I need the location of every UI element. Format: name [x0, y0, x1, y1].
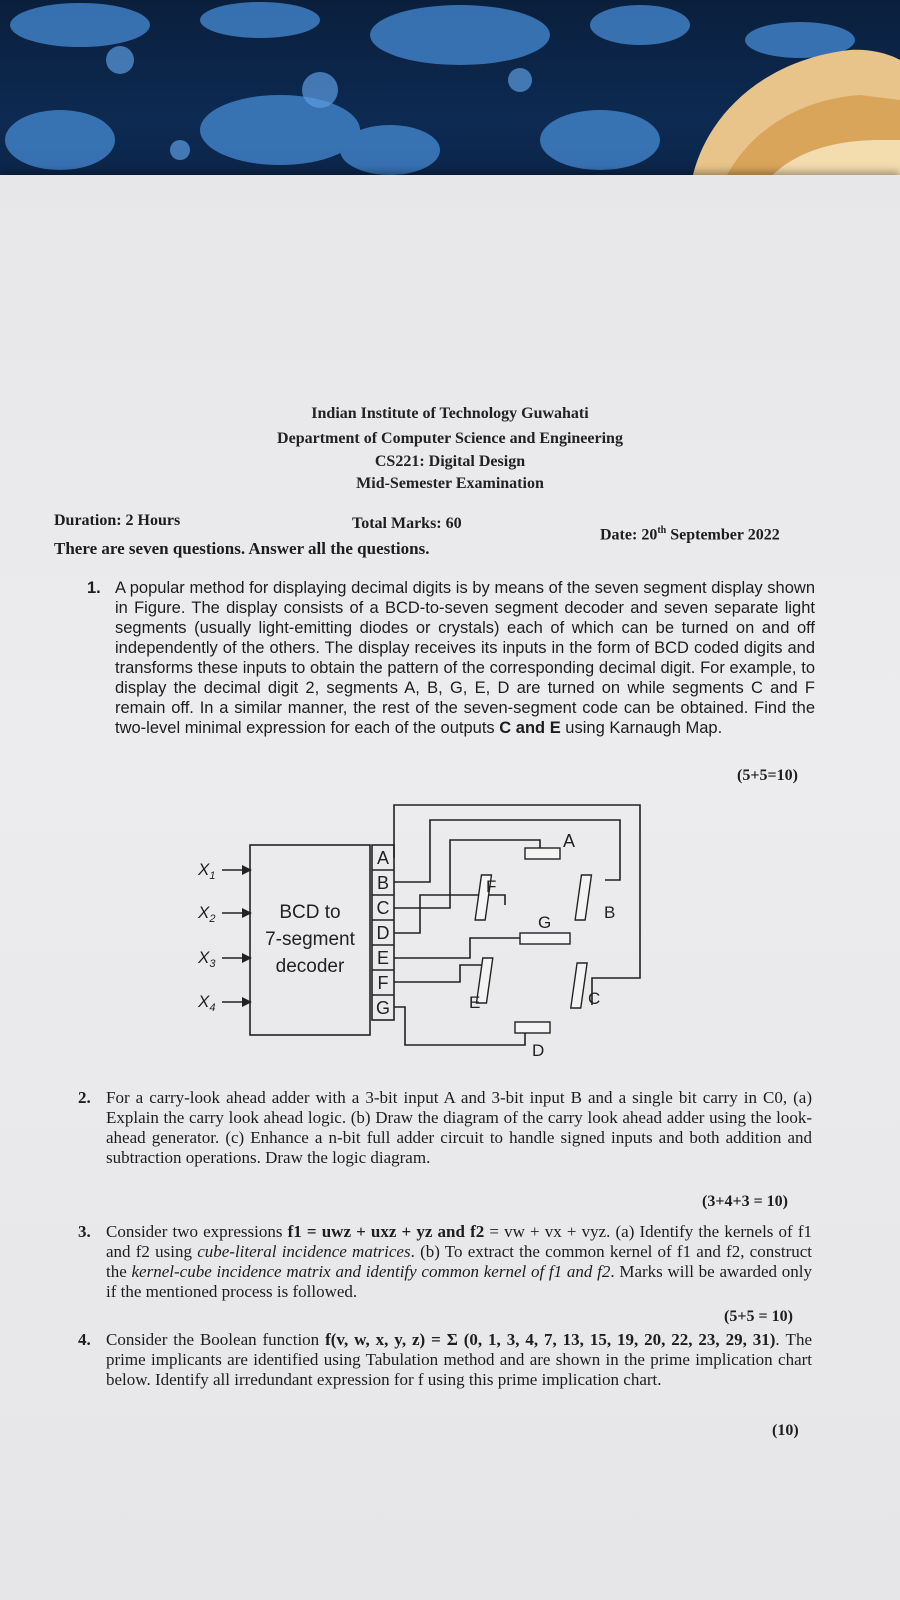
output-label-f: F: [377, 973, 389, 993]
segment-label-g: G: [538, 913, 552, 932]
question-1-text: A popular method for displaying decimal digits is by means of the seven segment display shown in Figure. The display consists of a BCD-to-seven segment decoder and seven separate light segments (usually light-emitting diodes or crystals) each of which can be turned on and off independently of the others. The display receives its inputs in the form of BCD coded digits and transforms these inputs to obtain the pattern of the corresponding decimal digit. For example, to display the decimal digit 2, segments A, B, G, E, D are turned on while segments C and F remain off. In a similar manner, the rest of the seven-segment code can be obtained. Find the two-level minimal expression for each of the outputs C and E using Karnaugh Map.: [115, 579, 815, 737]
question-1-number: 1.: [87, 579, 101, 597]
decoder-label-3: decoder: [275, 956, 345, 977]
background-fabric: [0, 0, 900, 200]
question-3: [78, 1222, 812, 1302]
segment-d: [515, 1022, 550, 1033]
fabric-pattern: [0, 0, 900, 200]
segment-label-d: D: [532, 1041, 545, 1060]
decoder-label-1: BCD to: [279, 902, 341, 923]
total-marks: Total Marks: 60: [352, 515, 462, 532]
exam-date: Date: 20th September 2022: [600, 525, 780, 544]
output-label-e: E: [376, 948, 390, 968]
input-label-x3: $X_3$: [198, 948, 216, 970]
segment-b: [575, 875, 591, 920]
question-4-text: Consider the Boolean function f(v, w, x, y, z) = Σ (0, 1, 3, 4, 7, 13, 15, 19, 20, 22, 23, 29, 31). The prime implicants are identified using Tabulation method and are shown in the prime implication chart below. Identify all irredundant expression for f using this prime implication chart.: [106, 1330, 812, 1389]
output-label-c: C: [376, 898, 390, 918]
duration: Duration: 2 Hours: [54, 512, 181, 529]
course-title: CS221: Digital Design: [374, 453, 526, 470]
question-3-number: 3.: [78, 1222, 91, 1241]
decoder-label-2: 7-segment: [265, 929, 355, 950]
input-label-x1: $X_1$: [198, 860, 216, 882]
question-1: [87, 578, 815, 738]
question-2-marks: (3+4+3 = 10): [702, 1193, 789, 1210]
output-label-d: D: [376, 923, 390, 943]
output-label-g: G: [375, 998, 391, 1018]
segment-label-a: A: [563, 831, 576, 851]
segment-label-c: C: [588, 989, 601, 1008]
segment-c: [571, 963, 587, 1008]
question-2-text: For a carry-look ahead adder with a 3-bit input A and 3-bit input B and a single bit carry in C0, (a) Explain the carry look ahead logic. (b) Draw the diagram of the carry look ahead adder using the look-ahead generator. (c) Enhance a n-bit full adder circuit to handle signed inputs and both addition and subtraction operations. Draw the logic diagram.: [106, 1088, 812, 1167]
question-4-number: 4.: [78, 1330, 91, 1349]
question-4-marks: (10): [772, 1422, 799, 1439]
question-3-marks: (5+5 = 10): [724, 1308, 793, 1325]
output-label-b: B: [376, 873, 390, 893]
question-3-text: Consider two expressions f1 = uwz + uxz + yz and f2 = vw + vx + vyz. (a) Identify the kernels of f1 and f2 using cube-literal incidence matrices. (b) To extract the common kernel of f1 and f2, construct the kernel-cube incidence matrix and identify common kernel of f1 and f2. Marks will be awarded only if the mentioned process is followed.: [106, 1222, 812, 1301]
segment-a: [525, 848, 560, 859]
input-label-x2: $X_2$: [198, 903, 216, 925]
segment-label-f: F: [486, 877, 497, 896]
question-4: [78, 1330, 812, 1390]
segment-g: [520, 933, 570, 944]
output-label-a: A: [376, 848, 390, 868]
department-name: Department of Computer Science and Engineering: [277, 430, 623, 447]
segment-label-b: B: [604, 903, 616, 922]
question-1-marks: (5+5=10): [737, 767, 798, 784]
seven-segment-figure: [180, 800, 650, 1060]
instructions: There are seven questions. Answer all the questions.: [54, 539, 430, 558]
institute-name: Indian Institute of Technology Guwahati: [311, 405, 589, 422]
question-2: [78, 1088, 812, 1168]
input-label-x4: $X_4$: [198, 992, 216, 1014]
exam-title: Mid-Semester Examination: [356, 475, 544, 492]
question-2-number: 2.: [78, 1088, 91, 1107]
segment-label-e: E: [469, 993, 481, 1012]
